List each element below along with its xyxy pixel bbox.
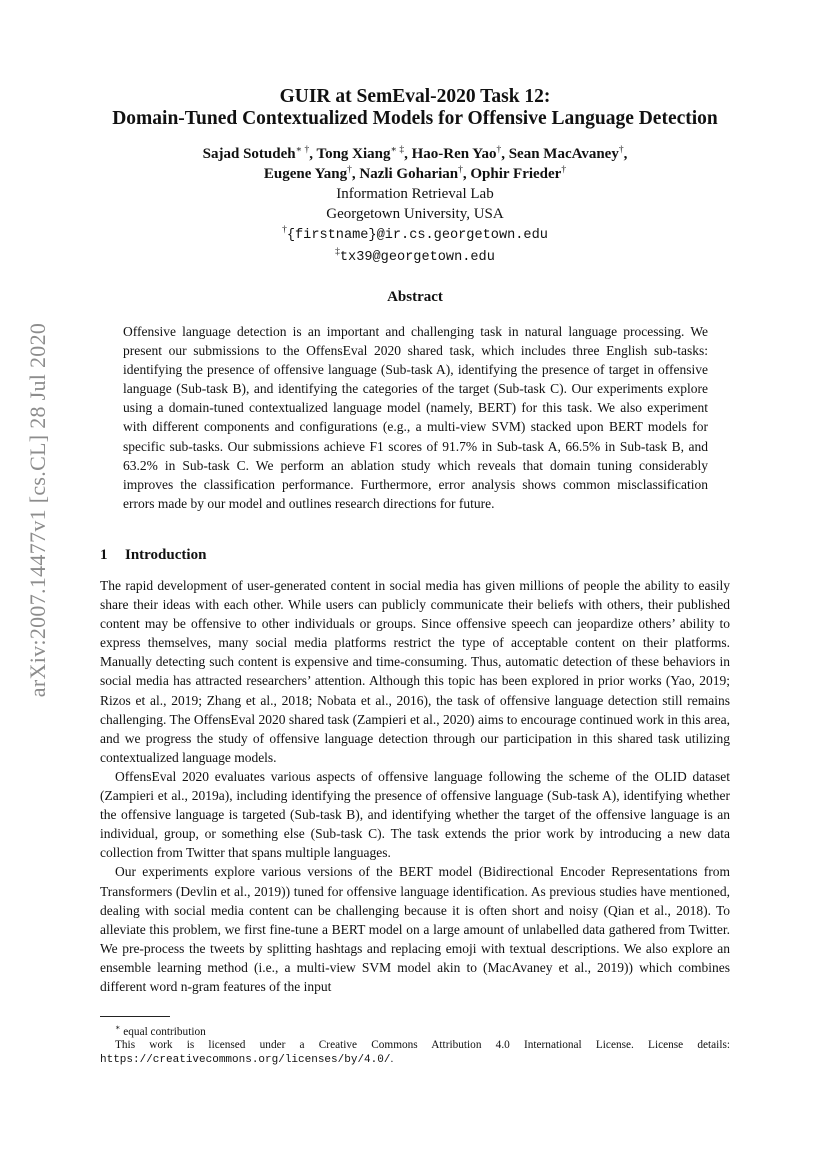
footnotes (100, 1021, 730, 1067)
affiliation-lab: Information Retrieval Lab (336, 186, 494, 202)
author-block (100, 144, 730, 268)
abstract-heading: Abstract (387, 289, 443, 305)
title-line-1: GUIR at SemEval-2020 Task 12: (279, 86, 551, 107)
author-name: Hao-Ren Yao (411, 146, 497, 162)
author-mark: ∗ ‡ (390, 145, 405, 155)
section-title: Introduction (125, 547, 207, 563)
author-name: Sajad Sotudeh (202, 146, 296, 162)
license-url-link[interactable]: https://creativecommons.org/licenses/by/4.0/ (100, 1053, 391, 1066)
author-name: Sean MacAvaney (508, 146, 619, 162)
author-mark: ∗ † (295, 145, 310, 155)
author-line-2: Eugene Yang†, Nazli Goharian†, Ophir Frieder† (263, 165, 567, 182)
author-mark: † (347, 165, 352, 175)
body-paragraph: OffensEval 2020 evaluates various aspects of offensive language following the scheme of the OLID dataset (Zampieri et al., 2019a), including identifying the presence of offensive language (Sub-task A), identifying whether the offensive language is targeted (Sub-task B), and identifying whether the target of the offensive language is an individual, group, or something else (Sub-task C). The task extends the prior work by introducing a new data collection from Twitter that spans multiple languages. (100, 768, 730, 861)
body-paragraph: Our experiments explore various versions of the BERT model (Bidirectional Encoder Representations from Transformers (Devlin et al., 2019)) tuned for offensive language identification. As previous studies have mentioned, dealing with social media content can be challenging because it is often short and noisy (Qian et al., 2018). To alleviate this problem, we first fine-tune a BERT model on a large amount of unlabelled data gathered from Twitter. We pre-process the tweets by splitting hashtags and replacing emoji with textual descriptions. We also explore an ensemble learning method (i.e., a multi-view SVM model akin to (MacAvaney et al., 2019)) which combines different word n-gram features of the input (100, 864, 730, 994)
abstract-text: Offensive language detection is an important and challenging task in natural language processing. We present our submissions to the OffensEval 2020 shared task, which includes three English sub-tasks: identifying the presence of offensive language (Sub-task A), identifying the presence of target in offensive language (Sub-task B), and identifying the categories of the target (Sub-task C). Our experiments explore using a domain-tuned contextualized language model (namely, BERT) for this task. We also experiment with different components and configurations (e.g., a multi-view SVM) stacked upon BERT models for specific sub-tasks. Our submissions achieve F1 scores of 91.7% in Sub-task A, 66.5% in Sub-task B, and 63.2% in Sub-task C. We perform an ablation study which reveals that domain tuning considerably improves the classification performance. Furthermore, error analysis shows common misclassification errors made by our model and outlines research directions for future. (123, 324, 708, 511)
section-number: 1 (100, 547, 108, 563)
arxiv-stamp-text: arXiv:2007.14477v1 [cs.CL] 28 Jul 2020 (25, 322, 50, 698)
body-paragraph: The rapid development of user-generated content in social media has given millions of people the ability to easily share their ideas with each other. While users can publicly communicate their beliefs with others, their published content may be offensive to other individuals or groups. Since offensive speech can jeopardize others’ ability to express themselves, many social media platforms restrict the type of acceptable content on their platforms. Manually detecting such content is expensive and time-consuming. Thus, automatic detection of these behaviors in social media has attracted researchers’ attention. Although this topic has been explored in prior works (Yao, 2019; Rizos et al., 2019; Zhang et al., 2018; Nobata et al., 2016), the task of offensive language detection still remains challenging. The OffensEval 2020 shared task (Zampieri et al., 2020) aims to encourage continued work in this area, and we progress the study of offensive language detection through our participation in this shared task utilizing contextualized language models. (100, 578, 730, 765)
author-name: Ophir Frieder (470, 166, 562, 182)
author-name: Eugene Yang (263, 166, 348, 182)
author-mark: † (458, 165, 463, 175)
author-mark: † (618, 145, 624, 155)
section-heading-introduction (100, 547, 206, 564)
arxiv-identifier-stamp (18, 322, 58, 698)
email-address: tx39@georgetown.edu (339, 250, 495, 265)
paper-title (100, 86, 730, 130)
email-line-1: †{firstname}@ir.cs.georgetown.edu (282, 225, 548, 243)
introduction-body (100, 576, 730, 996)
author-name: Tong Xiang (316, 146, 391, 162)
affiliation-university: Georgetown University, USA (326, 206, 504, 222)
author-mark: † (561, 165, 567, 175)
author-line-1: Sajad Sotudeh∗ †, Tong Xiang∗ ‡, Hao-Ren Yao†, Sean MacAvaney†, (202, 145, 628, 162)
footnote-divider (100, 1016, 170, 1017)
author-name: Nazli Goharian (359, 166, 459, 182)
footnote-license: This work is licensed under a Creative Commons Attribution 4.0 International License. License details: https://creativecommons.org/licenses/by/4.0/. (100, 1039, 730, 1066)
email-line-2: ‡tx39@georgetown.edu (335, 247, 495, 265)
footnote-equal-contribution: ∗ equal contribution (115, 1023, 206, 1038)
email-address: {firstname}@ir.cs.georgetown.edu (286, 228, 548, 243)
title-line-2: Domain-Tuned Contextualized Models for Offensive Language Detection (112, 108, 718, 129)
author-mark: † (496, 145, 502, 155)
